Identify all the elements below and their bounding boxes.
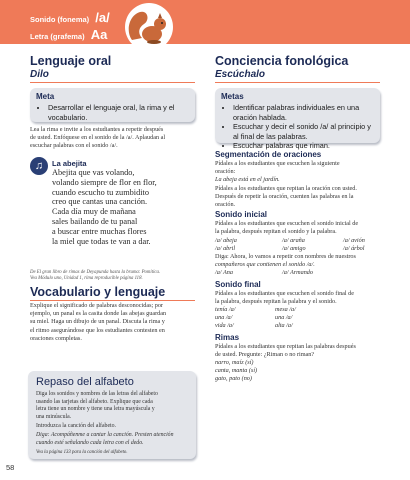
right-goal-item: • Escuchar y decir el sonido /a/ al principio y al final de las palabras. <box>233 122 378 141</box>
right-goal-item: • Escuchar palabras que riman. <box>233 141 378 151</box>
fin-title: Sonido final <box>215 280 261 289</box>
seg-text: Pídales a los estudiantes que escuchen la siguiente oración: La abeja está en el jardín. Pídales a los estudiantes que repitan la oración con usted. Después de repetir la oración, cuenten las palabras en la oración. <box>215 160 390 209</box>
rim-pairs: narro, maíz (sí) canta, manta (sí) gato, pato (no) <box>215 359 258 383</box>
ini-say: Diga: Ahora, lo vamos a repetir con nombres de nuestros compañeros que contienen el sonido /a/. <box>215 253 356 269</box>
poem-title: La abejita <box>52 159 87 168</box>
letter-row <box>30 27 107 42</box>
repaso-say: Diga: Acompáñenme a cantar la canción. Presten atención cuando esté señalando cada letra con el dedo. <box>36 432 174 446</box>
left-goal-title: Meta <box>36 92 55 101</box>
repaso-title: Repaso del alfabeto <box>36 376 134 388</box>
ini-title: Sonido inicial <box>215 210 268 219</box>
vocab-divider <box>30 300 195 301</box>
ini-text: Pídales a los estudiantes que escuchen el sonido inicial de la palabra, después repitan el sonido y la palabra. <box>215 220 359 236</box>
left-goal-box <box>30 88 195 122</box>
repaso-intro: Introduzca la canción del alfabeto. <box>36 423 116 429</box>
sound-row <box>30 10 110 25</box>
left-goal-item: • Desarrollar el lenguaje oral, la rima y el vocabulario. <box>48 103 195 122</box>
poem-text: Abejita que vas volando, volando siempre de flor en flor, cuando escucho tu zumbidito creo que cantas una canción. Cada día muy de mañana sales bailando de tu panal a buscar entre muchas flores la miel que todas te van a dar. <box>52 168 157 246</box>
vocab-text: Explique el significado de palabras desconocidas; por ejemplo, un panal es la casita donde las abejas guardan su miel. Haga un dibujo de un panal. Discuta la rima y el ritmo asegurándose que los estudiantes contesten en oraciones completas. <box>30 302 167 342</box>
right-goal-box <box>215 88 380 150</box>
page-number: 58 <box>6 463 15 472</box>
ini-words: /a/ abeja /a/ araña /a/ avión /a/ abril /a/ amigo /a/ árbol <box>215 237 365 253</box>
music-note-icon: ♫ <box>30 157 48 175</box>
right-goal-title: Metas <box>221 92 244 101</box>
left-divider <box>30 82 195 83</box>
repaso-text: Diga los sonidos y nombres de las letras del alfabeto usando las tarjetas del alfabeto. Explique que cada letra tiene un nombre y tiene una letra mayúscula y una minúscula. <box>36 391 158 420</box>
right-goal-list <box>223 103 378 151</box>
seg-example: La abeja está en el jardín. <box>215 176 280 184</box>
sound-label: Sonido (fonema) <box>30 15 90 24</box>
letter-label: Letra (grafema) <box>30 32 85 41</box>
right-divider <box>215 82 380 83</box>
left-title: Lenguaje oral <box>30 54 112 68</box>
sound-value: /a/ <box>95 10 110 25</box>
vocab-title: Vocabulario y lenguaje <box>30 285 166 299</box>
seg-title: Segmentación de oraciones <box>215 150 322 159</box>
right-subtitle: Escúchalo <box>215 69 266 80</box>
fin-text: Pídales a los estudiantes que escuchen el sonido final de la palabra, después repitan la palabra y el sonido. <box>215 290 355 306</box>
rim-title: Rimas <box>215 333 240 342</box>
right-goal-item: • Identificar palabras individuales en una oración hablada. <box>233 103 378 122</box>
left-intro: Lea la rima e invite a los estudiantes a repetir después de usted. Enfóquese en el sonido de la /a/. Aplaudan al escuchar palabras con el sonido /a/. <box>30 126 166 150</box>
left-subtitle: Dilo <box>30 69 49 80</box>
right-title: Conciencia fonológica <box>215 54 349 68</box>
ini-names: /a/ Ana /a/ Armando <box>215 269 313 276</box>
fin-words: tenía /a/ mesa /a/ una /a/ una /a/ vida /a/ alta /a/ <box>215 306 296 330</box>
letter-value: Aa <box>90 27 108 42</box>
squirrel-icon <box>118 2 180 52</box>
left-goal-list <box>38 103 195 122</box>
poem-source: De El gran libro de rimas de Deyapunda hasta la bruma: Pomitica. Vea Módulo uno, Unidad 1, rima reproducible página 118. <box>30 270 161 281</box>
repaso-ref: Vea la página 133 para la canción del alfabeto. <box>36 450 128 455</box>
header-banner <box>0 0 410 44</box>
repaso-box <box>28 371 196 459</box>
rim-text: Pídales a los estudiantes que repitan las palabras después de usted. Pregunte: ¿Riman o no riman? <box>215 343 356 359</box>
